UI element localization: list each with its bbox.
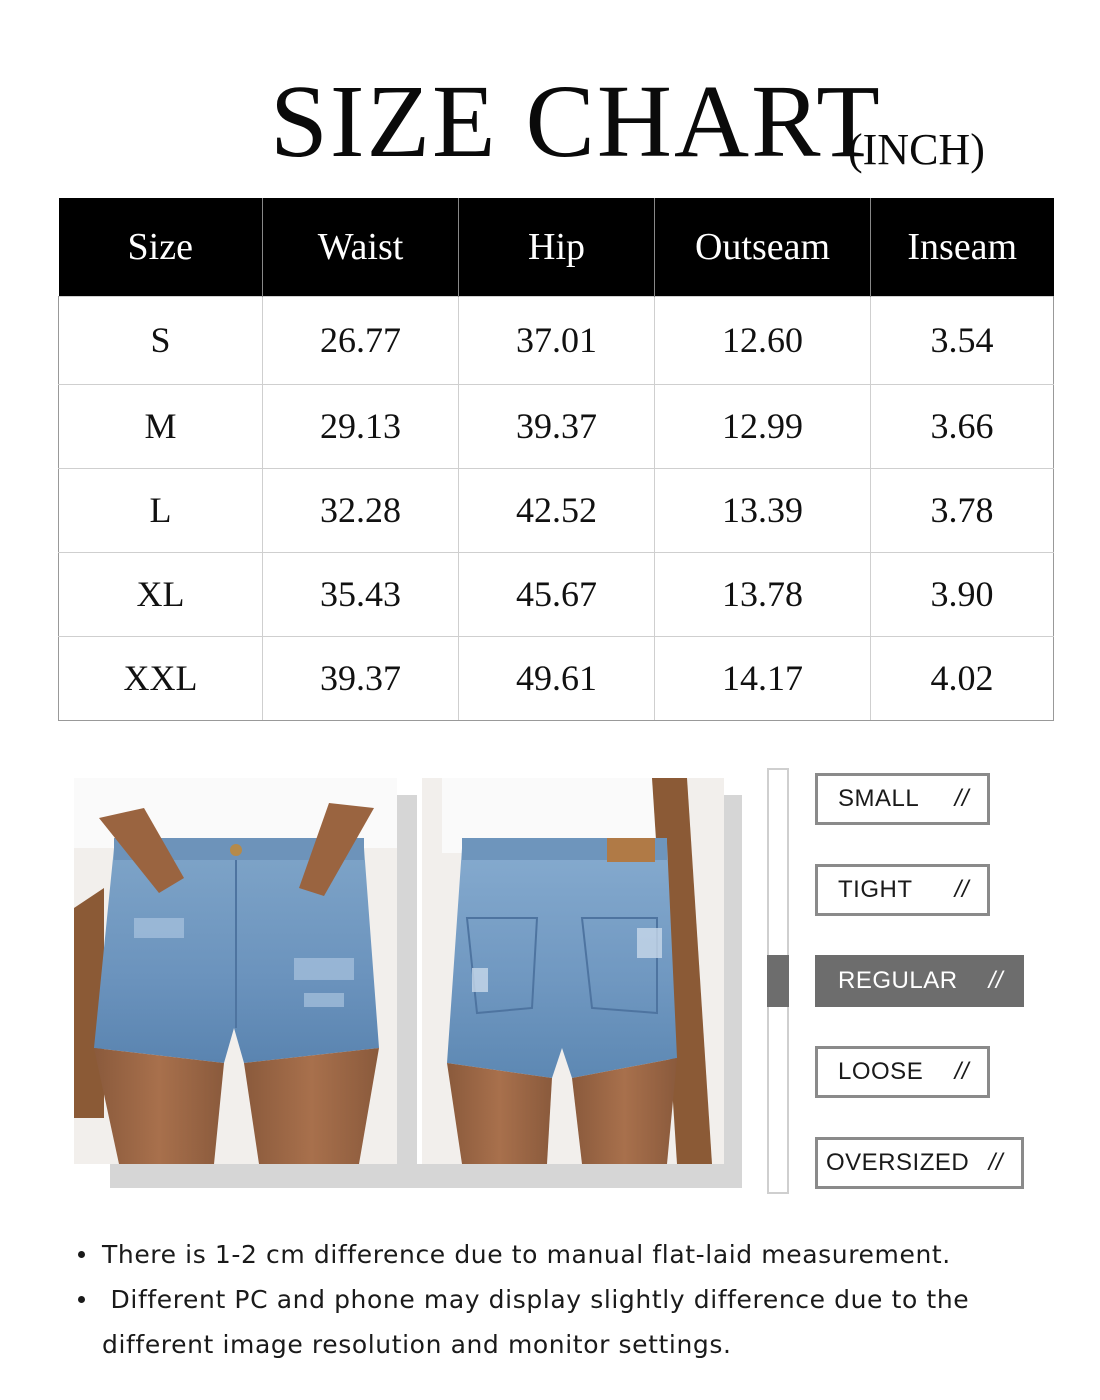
table-cell: S [59,296,263,384]
table-row [59,468,1054,552]
table-cell: 3.78 [871,468,1054,552]
denim-shorts-front-image [74,778,397,1164]
table-cell: L [59,468,263,552]
fit-option-regular [815,955,1024,1007]
table-cell: 3.54 [871,296,1054,384]
size-table [58,198,1054,721]
fit-option-label: REGULAR [838,967,958,994]
table-cell: 39.37 [263,636,459,720]
photo-frame-shadow [417,1164,742,1188]
table-cell: M [59,384,263,468]
table-header-row [59,198,1054,296]
photo-frame-shadow [397,795,417,1188]
fit-option-tight [815,864,990,916]
table-cell: 42.52 [459,468,655,552]
table-cell: 3.90 [871,552,1054,636]
notes-list [78,1232,1068,1367]
page-title-block [270,62,1030,182]
table-cell: 29.13 [263,384,459,468]
column-header-size: Size [59,198,263,296]
photo-frame-shadow [724,795,742,1188]
column-header-hip: Hip [459,198,655,296]
table-cell: 49.61 [459,636,655,720]
note-item: Different PC and phone may display slightly difference due to the different image resolution and monitor settings. [78,1277,1068,1367]
table-cell: 35.43 [263,552,459,636]
fit-option-separator: // [954,876,969,903]
unit-label: (INCH) [848,125,985,174]
fit-scale-indicator [767,955,789,1007]
table-cell: 13.39 [655,468,871,552]
table-row [59,636,1054,720]
table-cell: 12.60 [655,296,871,384]
table-cell: 12.99 [655,384,871,468]
table-cell: 37.01 [459,296,655,384]
fit-option-oversized [815,1137,1024,1189]
table-cell: 14.17 [655,636,871,720]
column-header-inseam: Inseam [871,198,1054,296]
fit-option-separator: // [988,1149,1003,1176]
table-row [59,296,1054,384]
column-header-waist: Waist [263,198,459,296]
table-cell: 26.77 [263,296,459,384]
fit-option-loose [815,1046,990,1098]
table-cell: XXL [59,636,263,720]
fit-option-separator: // [954,1058,969,1085]
table-row [59,552,1054,636]
table-cell: 45.67 [459,552,655,636]
fit-option-label: TIGHT [838,876,913,903]
note-item: There is 1-2 cm difference due to manual flat-laid measurement. [78,1232,1068,1277]
fit-option-label: LOOSE [838,1058,924,1085]
page-title: SIZE CHART [270,64,882,179]
front-view-photo [74,778,397,1164]
table-row [59,384,1054,468]
denim-shorts-back-image [422,778,724,1164]
table-cell: 13.78 [655,552,871,636]
fit-option-separator: // [988,967,1003,994]
fit-option-label: OVERSIZED [826,1149,970,1176]
fit-option-label: SMALL [838,785,920,812]
column-header-outseam: Outseam [655,198,871,296]
table-cell: 4.02 [871,636,1054,720]
fit-option-separator: // [954,785,969,812]
table-cell: 39.37 [459,384,655,468]
photo-frame-shadow [110,1164,417,1188]
table-cell: 3.66 [871,384,1054,468]
fit-option-small [815,773,990,825]
table-cell: XL [59,552,263,636]
back-view-photo [422,778,724,1164]
table-cell: 32.28 [263,468,459,552]
